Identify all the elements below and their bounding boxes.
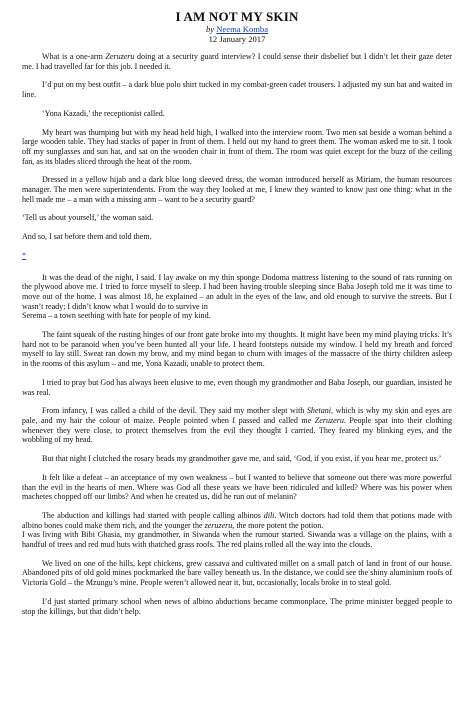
paragraph-15: We lived on one of the hills, kept chickens, grew cassava and cultivated millet on a small patch of land in front of our house. Abandoned pits of old gold mines pockmarked the bare valley beneath us. In the distance, we could see the shiny aluminium roofs of Victoria Gold – the Mzungu’s mine. People weren’t allowed near it, but, occasionally, locals broke in to steal gold. bbox=[22, 558, 452, 588]
paragraph-7: And so, I sat before them and told them. bbox=[22, 232, 152, 242]
section-separator[interactable] bbox=[22, 251, 452, 261]
author-link[interactable]: Neema Komba bbox=[216, 24, 269, 34]
paragraph-6: ‘Tell us about yourself,’ the woman said. bbox=[22, 213, 154, 223]
publish-date: 12 January 2017 bbox=[208, 34, 266, 44]
paragraph-14-continued: I was living with Bibi Ghasia, my grandmother, in Siwanda when the rumour started. Siwanda was a village on the plains, with a handful of trees and red mud huts with thatched grass roofs. The red plains rolled all the way into the clouds. bbox=[22, 530, 452, 550]
paragraph-13: It felt like a defeat – an acceptance of my own weakness – but I wanted to believe that someone out there was more powerful than the evil in the hearts of men. Where was God all these years we have been ridiculed and killed? Where was his power when machetes chopped off our limbs? And when he created us, did he run out of melanin? bbox=[22, 472, 452, 502]
byline bbox=[22, 24, 452, 34]
separator-link[interactable]: * bbox=[22, 250, 27, 260]
paragraph-14: The abduction and killings had started with people calling albinos dili. Witch doctors had told them that potions made with albino bones could make them rich, and the younger the zeruzeru, the more potent the potion. bbox=[22, 510, 452, 530]
story-body bbox=[22, 52, 452, 616]
paragraph-9: The faint squeak of the rusting hinges of our front gate broke into my thoughts. It might have been my mind playing tricks. It’s hard not to be paranoid when you’ve been hunted all your life. I heard footsteps outside my window. I held my breath and forced myself to lay still. Sweat ran down my brow, and my mind began to churn with images of the massacre of the thirty children asleep in the rooms of this asylum – and me, Yona Kazadi, unable to protect them. bbox=[22, 330, 452, 369]
paragraph-8: It was the dead of the night, I said. I lay awake on my thin sponge Dodoma mattress listening to the sound of rats running on the plywood above me. I tried to force myself to sleep. I had been having trouble sleeping since Baba Joseph told me it was time to move out of the home. I was almost 18, he explained – an adult in the eyes of the law, and old enough to survive the streets. But I wasn’t ready; I didn’t know what I would do to survive in bbox=[22, 272, 452, 311]
byline-prefix: by bbox=[205, 24, 215, 34]
story-title: I AM NOT MY SKIN bbox=[175, 9, 299, 24]
paragraph-8-continued: Serema – a town seething with hate for people of my kind. bbox=[22, 311, 211, 321]
paragraph-10: I tried to pray but God has always been elusive to me, even though my grandmother and Baba Joseph, our guardian, insisted he was real. bbox=[22, 377, 452, 397]
paragraph-12: But that night I clutched the rosary beads my grandmother gave me, and said, ‘God, if you exist, if you hear me, protect us.’ bbox=[42, 454, 442, 464]
paragraph-5: Dressed in a yellow hijab and a dark blue long sleeved dress, the woman introduced herself as Miriam, the human resources manager. The men were superintendents. From the way they looked at me, I knew they wanted to know just one thing: what in the hell made me – a man with a missing arm – want to be a security guard? bbox=[22, 175, 452, 204]
paragraph-16: I’d just started primary school when news of albino abductions became commonplace. The prime minister begged people to stop the killings, but that didn’t help. bbox=[22, 596, 452, 616]
paragraph-3: ‘Yona Kazadi,’ the receptionist called. bbox=[42, 108, 165, 118]
paragraph-1: What is a one-arm Zeruzeru doing at a security guard interview? I could sense their disbelief but I didn’t let their gaze deter me. I had travelled far for this job. I needed it. bbox=[22, 52, 452, 71]
paragraph-11: From infancy, I was called a child of the devil. They said my mother slept with Shetani, which is why my skin and eyes are pale, and my hair the colour of maize. People pointed when I passed and called me Zeruzeru. People spat into their clothing whenever they were close, to protect themselves from the evil they thought I carried. They feared my blinking eyes, and the wobbling of my head. bbox=[22, 406, 452, 445]
paragraph-2: I’d put on my best outfit – a dark blue polo shirt tucked in my combat-green cadet trousers. I adjusted my sun hat and waited in line. bbox=[22, 80, 452, 100]
paragraph-4: My heart was thumping but with my head held high, I walked into the interview room. Two men sat beside a woman behind a large wooden table. They had stacks of paper in front of them. I held out my hand to greet them. The woman asked me to sit. I took off my sunglasses and sun hat, and sat on the wooden chair in front of them. The room was quiet except for the buzz of the ceiling fan, as its blades sliced through the heat of the room. bbox=[22, 127, 452, 166]
